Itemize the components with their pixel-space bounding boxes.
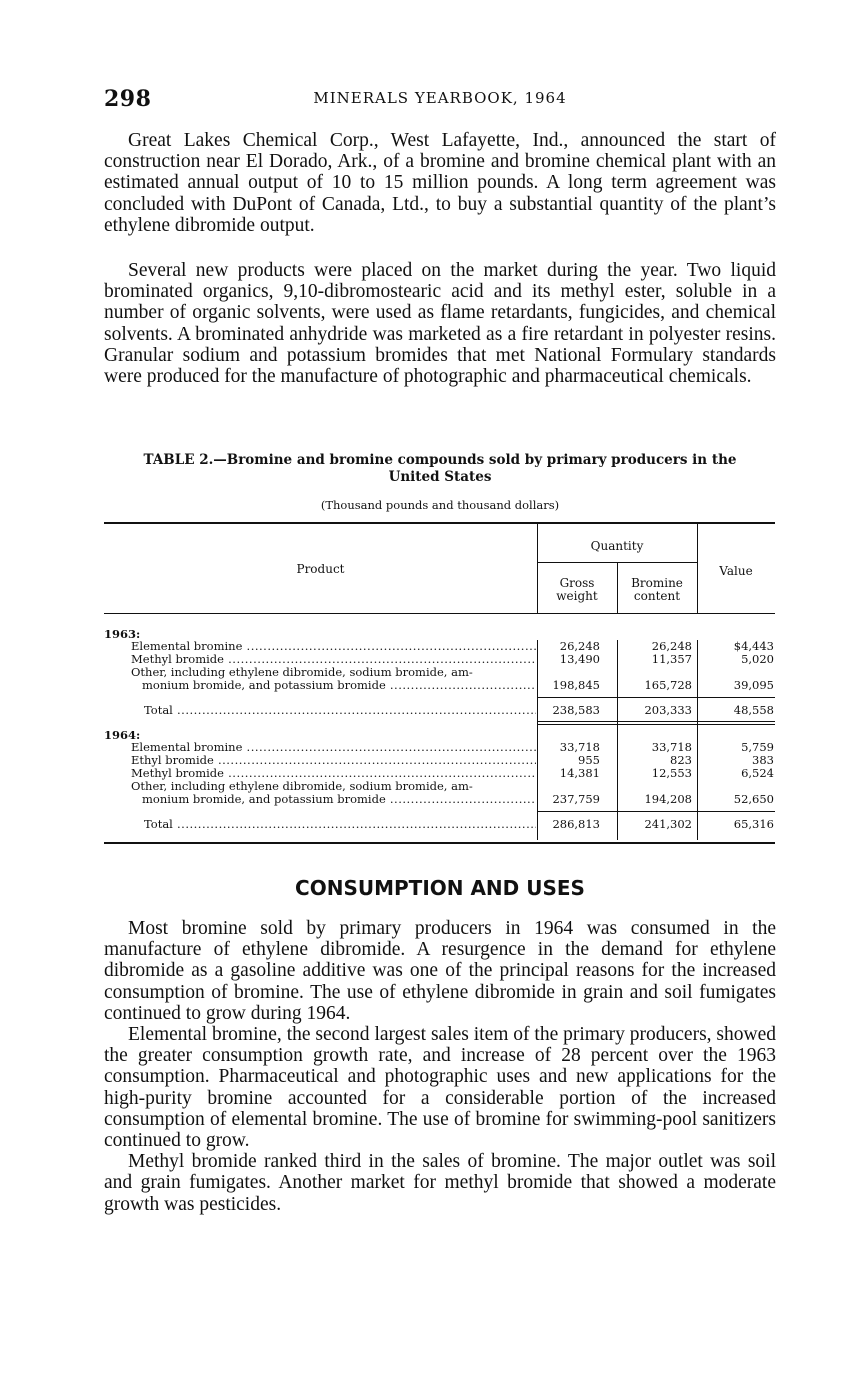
- year-label: 1963:: [104, 627, 141, 641]
- body-text-top-2: [104, 260, 776, 387]
- section-heading: CONSUMPTION AND USES: [295, 876, 585, 900]
- paragraph: Methyl bromide ranked third in the sales of bromine. The major outlet was soil and grain fumigates. Another market for methyl bromide that showed a moderate growth was pesticides.: [104, 1151, 776, 1215]
- table-top-rule: [104, 522, 775, 524]
- year-label: 1964:: [104, 728, 141, 742]
- page-header: [104, 86, 776, 112]
- column-header-value: Value: [719, 564, 753, 578]
- table-row: monium bromide, and potassium bromide ..... 237,759 194,208 52,650: [104, 793, 775, 807]
- table-total-row: Total ..... 238,583 203,333 48,558: [104, 704, 775, 718]
- column-header-quantity: Quantity: [590, 539, 644, 553]
- table-row: Elemental bromine ..... 26,248 26,248 $4,443: [104, 640, 775, 654]
- table-caption-line: United States: [388, 469, 492, 485]
- table-subtitle: (Thousand pounds and thousand dollars): [320, 498, 560, 512]
- column-header-bromine-content: Bromine content: [631, 576, 683, 603]
- paragraph: Most bromine sold by primary producers in 1964 was consumed in the manufacture of ethylene dibromide. A resurgence in the demand for ethylene dibromide as a gasoline additive was one of the principal reasons for the increased consumption of bromine. The use of ethylene dibromide in grain and soil fumigates continued to grow during 1964.: [104, 918, 776, 1024]
- table-row: Elemental bromine ..... 33,718 33,718 5,759: [104, 741, 775, 755]
- column-header-gross-weight: Gross weight: [556, 576, 598, 603]
- table-row: Other, including ethylene dibromide, sodium bromide, am-: [131, 666, 473, 679]
- body-text-top: [104, 130, 776, 236]
- table-row: Other, including ethylene dibromide, sodium bromide, am-: [131, 780, 473, 793]
- table-caption-line: TABLE 2.—Bromine and bromine compounds sold by primary producers in the: [143, 452, 737, 468]
- total-double-rule: [537, 721, 775, 722]
- subtotal-rule: [537, 811, 775, 812]
- table-caption: [104, 452, 776, 486]
- table-bottom-rule: [104, 842, 775, 844]
- paragraph: Elemental bromine, the second largest sales item of the primary producers, showed the greater consumption growth rate, and increase of 28 percent over the 1963 consumption. Pharmaceutical and photographic uses and new applications for the high-purity bromine accounted for a considerable portion of the increased consumption of elemental bromine. The use of bromine for swimming-pool sanitizers continued to grow.: [104, 1024, 776, 1152]
- table-row: Ethyl bromide ..... 955 823 383: [104, 754, 775, 768]
- subtotal-rule: [537, 697, 775, 698]
- table-row: Methyl bromide ..... 13,490 11,357 5,020: [104, 653, 775, 667]
- total-double-rule: [537, 724, 775, 725]
- running-title: MINERALS YEARBOOK, 1964: [313, 89, 567, 107]
- table-row: Methyl bromide ..... 14,381 12,553 6,524: [104, 767, 775, 781]
- table-row: monium bromide, and potassium bromide ..... 198,845 165,728 39,095: [104, 679, 775, 693]
- paragraph: Great Lakes Chemical Corp., West Lafayette, Ind., announced the start of construction near El Dorado, Ark., of a bromine and bromine chemical plant with an estimated annual output of 10 to 15 million pounds. A long term agreement was concluded with DuPont of Canada, Ltd., to buy a substantial quantity of the plant’s ethylene dibromide output.: [104, 130, 776, 236]
- paragraph: Several new products were placed on the market during the year. Two liquid brominated organics, 9,10-dibromostearic acid and its methyl ester, soluble in a number of organic solvents, were used as flame retardants, fungicides, and chemical solvents. A brominated anhydride was marketed as a fire retardant in polyester resins. Granular sodium and potassium bromides that met National Formulary standards were produced for the manufacture of photographic and pharmaceutical chemicals.: [104, 260, 776, 388]
- table-quantity-rule: [537, 562, 697, 563]
- page-number: 298: [104, 86, 152, 112]
- column-header-product: Product: [296, 562, 345, 576]
- table-total-row: Total ..... 286,813 241,302 65,316: [104, 818, 775, 832]
- body-text-bottom: [104, 918, 776, 1215]
- table-header-rule: [104, 613, 775, 614]
